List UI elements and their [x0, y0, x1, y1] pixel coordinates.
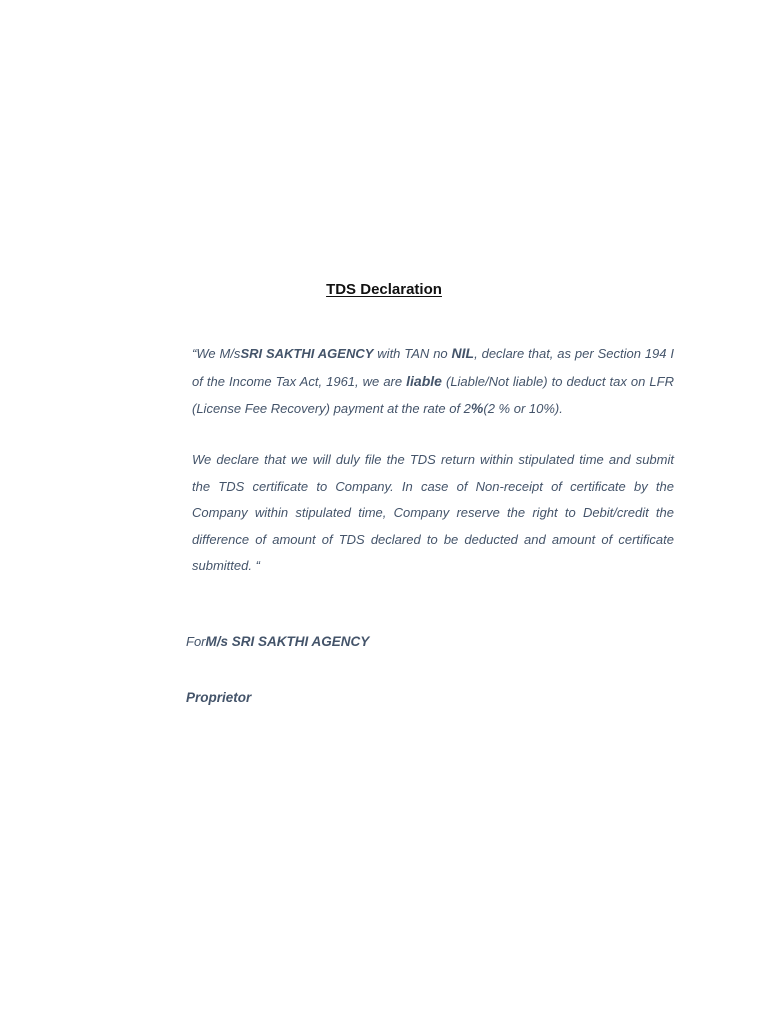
declare-text: , declare that, as per Section 194 I of the Income Tax Act, 1961, we are — [192, 346, 675, 389]
liability-status: liable — [406, 372, 442, 389]
with-tan-text: with TAN no — [373, 346, 452, 361]
liable-options-text: (Liable/Not liable) to deduct tax on LFR (License Fee Recovery) payment at the rate of 2 — [192, 373, 674, 416]
percent-sign: % — [470, 400, 484, 416]
open-quote: “ — [192, 346, 197, 361]
document-title: TDS Declaration — [326, 281, 442, 298]
signature-for-line — [186, 634, 369, 649]
signatory-company: M/s SRI SAKTHI AGENCY — [205, 634, 370, 649]
signatory-designation: Proprietor — [186, 690, 252, 705]
for-prefix: For — [186, 634, 206, 649]
agency-name: SRI SAKTHI AGENCY — [240, 346, 374, 361]
undertaking-paragraph: We declare that we will duly file the TDS return within stipulated time and submit the TDS certificate to Company. In case of Non-receipt of certificate by the Company within stipulated time, Company reserve the right to Debit/credit the difference of amount of TDS declared to be deducted and amount of certificate submitted. “ — [192, 452, 674, 573]
declaration-paragraph — [192, 340, 674, 423]
rate-options-text: (2 % or 10%). — [483, 401, 563, 416]
we-ms-text: We M/s — [196, 346, 241, 361]
tan-number: NIL — [451, 345, 475, 361]
